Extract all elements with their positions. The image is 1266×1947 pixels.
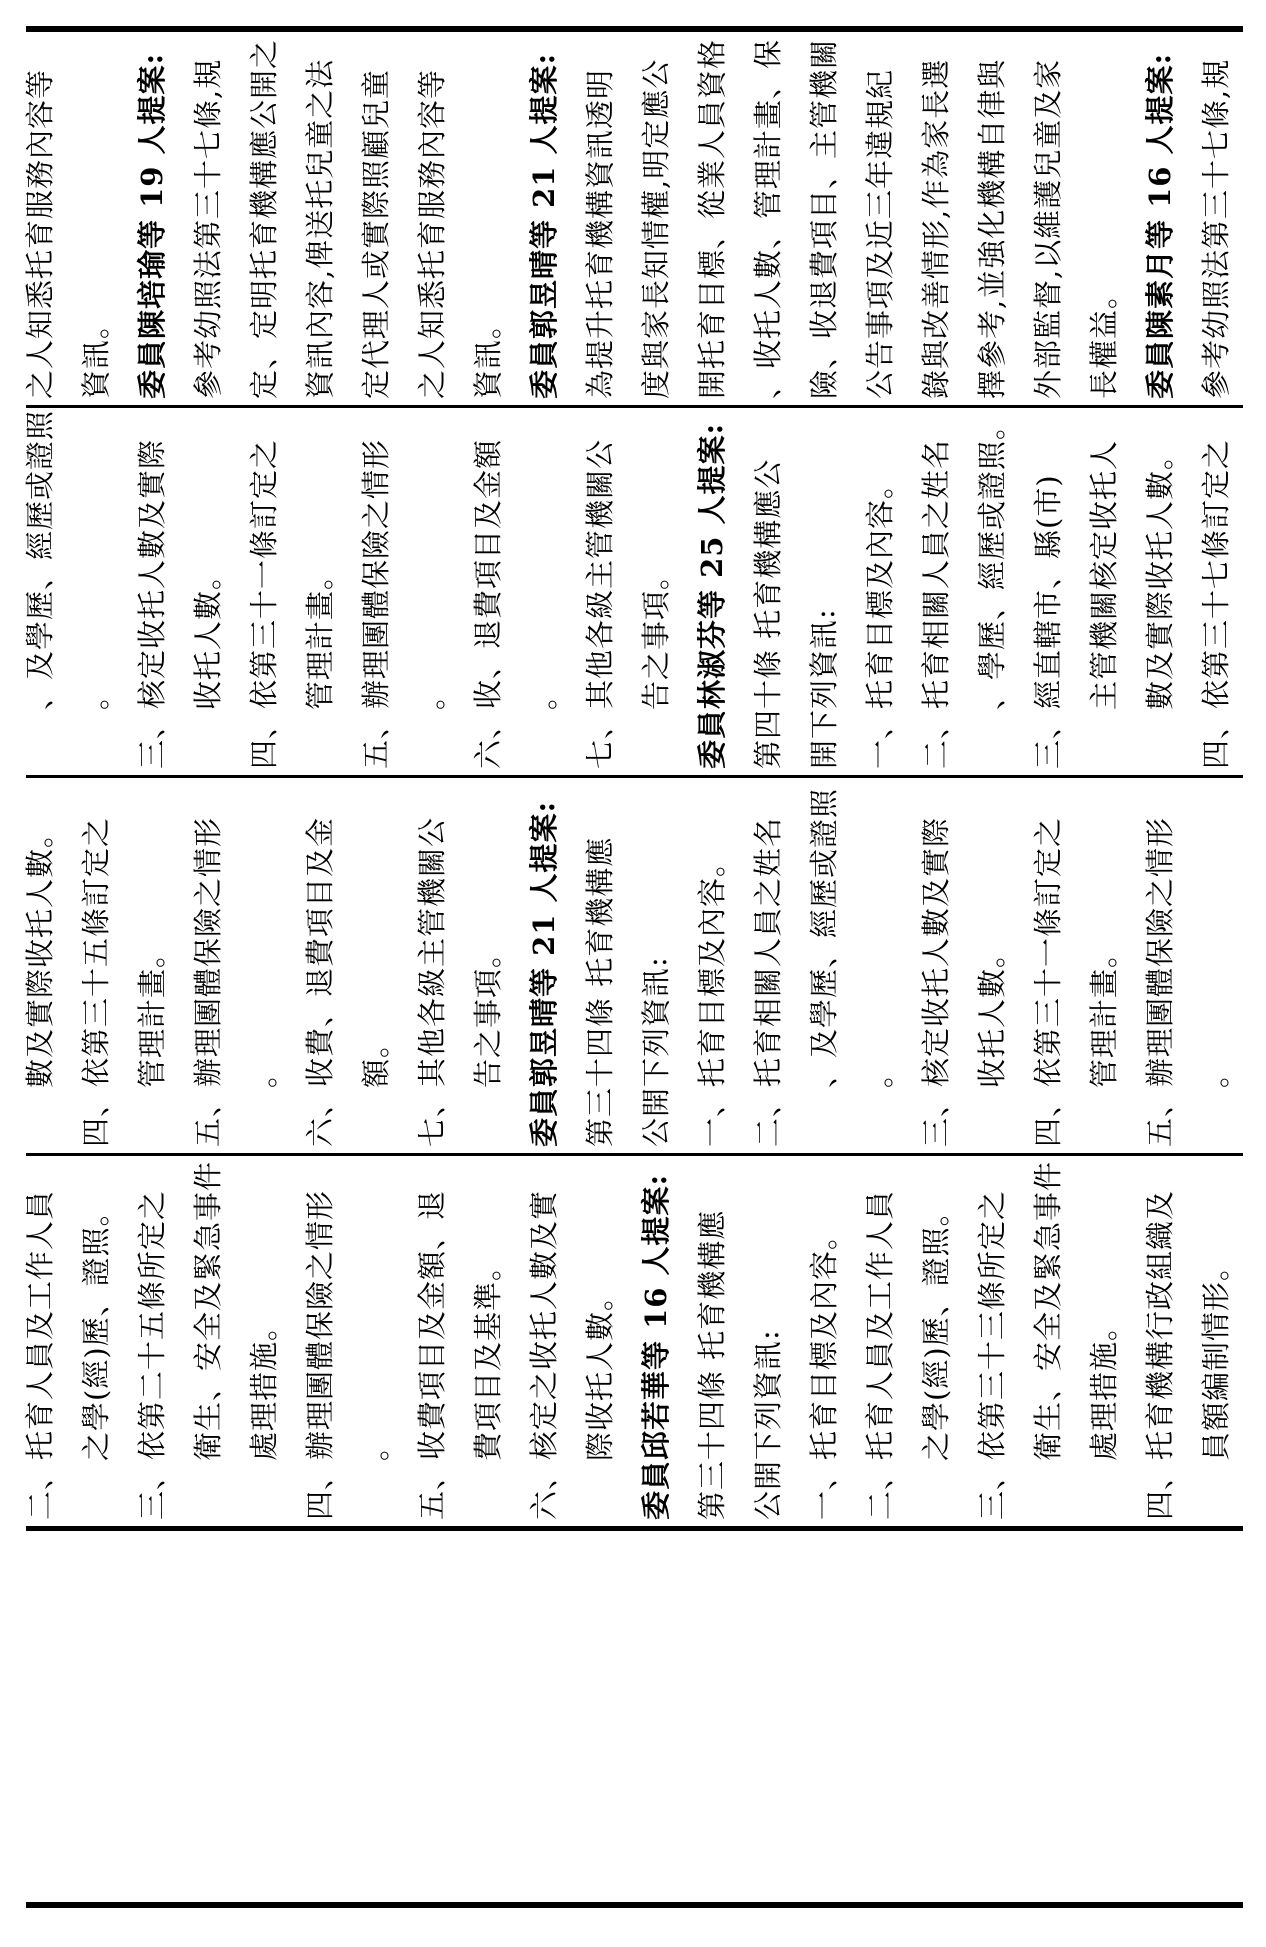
text-line: 四、依第三十一條訂定之 bbox=[247, 438, 281, 769]
text-line: 、收托人數、管理計畫、保 bbox=[751, 38, 785, 399]
text-line: 三、經直轄市、縣(市) bbox=[1031, 474, 1065, 769]
text-line: 。 bbox=[79, 679, 113, 710]
text-line: 收托人數。 bbox=[975, 937, 1009, 1088]
text-line: 。 bbox=[527, 679, 561, 710]
text-line: 。 bbox=[359, 1430, 393, 1461]
text-line: 公告事項及近三年違規紀 bbox=[863, 68, 897, 399]
text-line: 際收托人數。 bbox=[583, 1280, 617, 1461]
proposer-heading: 委員陳培瑜等 19 人提案: bbox=[135, 52, 169, 399]
table-rule bbox=[26, 405, 1243, 408]
text-line: 六、核定之收托人數及實 bbox=[527, 1189, 561, 1520]
text-line: 額。 bbox=[359, 1027, 393, 1088]
text-line: 之學(經)歷、證照。 bbox=[79, 1196, 113, 1461]
text-line: 資訊內容,俾送托兒童之法 bbox=[303, 58, 337, 399]
text-line: 費項目及基準。 bbox=[471, 1250, 505, 1461]
text-line: 處理措施。 bbox=[247, 1310, 281, 1461]
text-line: 四、托育機構行政組織及 bbox=[1143, 1189, 1177, 1520]
text-line: 第三十四條 托育機構應 bbox=[695, 1209, 729, 1520]
text-line: 七、其他各級主管機關公 bbox=[583, 438, 617, 769]
text-line: 度與家長知情權,明定應公 bbox=[639, 58, 673, 399]
text-line: 三、依第三十三條所定之 bbox=[975, 1189, 1009, 1520]
text-line: 定、定明托育機構應公開之 bbox=[247, 38, 281, 399]
table-rule bbox=[26, 1153, 1243, 1156]
text-line: 主管機關核定收托人 bbox=[1087, 439, 1121, 710]
text-line: 收托人數。 bbox=[191, 559, 225, 710]
text-line: 之人知悉托育服務內容等 bbox=[23, 68, 57, 399]
text-line: 一、托育目標及內容。 bbox=[807, 1219, 841, 1520]
proposer-heading: 委員郭昱晴等 21 人提案: bbox=[527, 52, 561, 399]
text-line: 開下列資訊: bbox=[807, 608, 841, 769]
text-line: 四、依第三十五條訂定之 bbox=[79, 816, 113, 1147]
text-line: 公開下列資訊: bbox=[639, 956, 673, 1147]
proposer-heading: 委員陳素月等 16 人提案: bbox=[1143, 52, 1177, 399]
text-line: 告之事項。 bbox=[471, 937, 505, 1088]
text-line: 公開下列資訊: bbox=[751, 1329, 785, 1520]
text-line: 之學(經)歷、證照。 bbox=[919, 1196, 953, 1461]
text-line: 。 bbox=[247, 1057, 281, 1088]
table-rule bbox=[26, 26, 1243, 32]
text-line: 一、托育目標及內容。 bbox=[695, 846, 729, 1147]
text-line: 定代理人或實際照顧兒童 bbox=[359, 68, 393, 399]
text-line: 六、收、退費項目及金額 bbox=[471, 438, 505, 769]
text-line: 告之事項。 bbox=[639, 559, 673, 710]
text-line: 衛生、安全及緊急事件 bbox=[191, 1160, 225, 1461]
text-line: 參考幼照法第三十七條,規 bbox=[1199, 58, 1233, 399]
text-line: 參考幼照法第三十七條,規 bbox=[191, 58, 225, 399]
table-rule bbox=[26, 1526, 1243, 1531]
text-line: 員額編制情形。 bbox=[1199, 1250, 1233, 1461]
text-line: 錄與改善情形,作為家長選 bbox=[919, 58, 953, 399]
text-line: 二、托育相關人員之姓名 bbox=[751, 816, 785, 1147]
text-line: 三、核定收托人數及實際 bbox=[135, 438, 169, 769]
text-line: 二、托育人員及工作人員 bbox=[863, 1189, 897, 1520]
text-line: 。 bbox=[863, 1057, 897, 1088]
text-line: 、學歷、經歷或證照。 bbox=[975, 409, 1009, 710]
text-line: 第四十條 托育機構應公 bbox=[751, 458, 785, 769]
proposer-heading: 委員郭昱晴等 21 人提案: bbox=[527, 800, 561, 1147]
text-line: 、及學歷、經歷或證照 bbox=[807, 787, 841, 1088]
text-line: 四、辦理團體保險之情形 bbox=[303, 1189, 337, 1520]
text-line: 、及學歷、經歷或證照 bbox=[23, 409, 57, 710]
text-line: 五、辦理團體保險之情形 bbox=[1143, 816, 1177, 1147]
table-rule bbox=[26, 1902, 1243, 1908]
proposer-heading: 委員邱若華等 16 人提案: bbox=[639, 1173, 673, 1520]
text-line: 六、收費、退費項目及金 bbox=[303, 816, 337, 1147]
text-line: 數及實際收托人數。 bbox=[1143, 439, 1177, 710]
proposer-heading: 委員林淑芬等 25 人提案: bbox=[695, 422, 729, 769]
text-line: 資訊。 bbox=[471, 308, 505, 399]
text-line: 之人知悉托育服務內容等 bbox=[415, 68, 449, 399]
text-line: 處理措施。 bbox=[1087, 1310, 1121, 1461]
text-line: 。 bbox=[1199, 1057, 1233, 1088]
text-line: 管理計畫。 bbox=[303, 559, 337, 710]
text-line: 四、依第三十一條訂定之 bbox=[1031, 816, 1065, 1147]
text-line: 五、辦理團體保險之情形 bbox=[359, 438, 393, 769]
text-line: 。 bbox=[415, 679, 449, 710]
text-line: 二、托育人員及工作人員 bbox=[23, 1189, 57, 1520]
text-line: 五、收費項目及金額、退 bbox=[415, 1189, 449, 1520]
text-line: 五、辦理團體保險之情形 bbox=[191, 816, 225, 1147]
text-line: 開托育目標、從業人員資格 bbox=[695, 38, 729, 399]
text-line: 險、收退費項目、主管機關 bbox=[807, 38, 841, 399]
text-line: 三、依第二十五條所定之 bbox=[135, 1189, 169, 1520]
text-line: 四、依第三十七條訂定之 bbox=[1199, 438, 1233, 769]
text-line: 管理計畫。 bbox=[1087, 937, 1121, 1088]
text-line: 擇參考,並強化機構自律與 bbox=[975, 58, 1009, 399]
text-line: 數及實際收托人數。 bbox=[23, 817, 57, 1088]
text-line: 一、托育目標及內容。 bbox=[863, 468, 897, 769]
text-line: 為提升托育機構資訊透明 bbox=[583, 68, 617, 399]
text-line: 資訊。 bbox=[79, 308, 113, 399]
text-line: 衛生、安全及緊急事件 bbox=[1031, 1160, 1065, 1461]
text-line: 三、核定收托人數及實際 bbox=[919, 816, 953, 1147]
text-line: 第三十四條 托育機構應 bbox=[583, 836, 617, 1147]
text-line: 二、托育相關人員之姓名 bbox=[919, 438, 953, 769]
text-line: 七、其他各級主管機關公 bbox=[415, 816, 449, 1147]
table-rule bbox=[26, 775, 1243, 778]
text-line: 長權益。 bbox=[1087, 278, 1121, 399]
text-line: 外部監督,以維護兒童及家 bbox=[1031, 58, 1065, 399]
text-line: 管理計畫。 bbox=[135, 937, 169, 1088]
